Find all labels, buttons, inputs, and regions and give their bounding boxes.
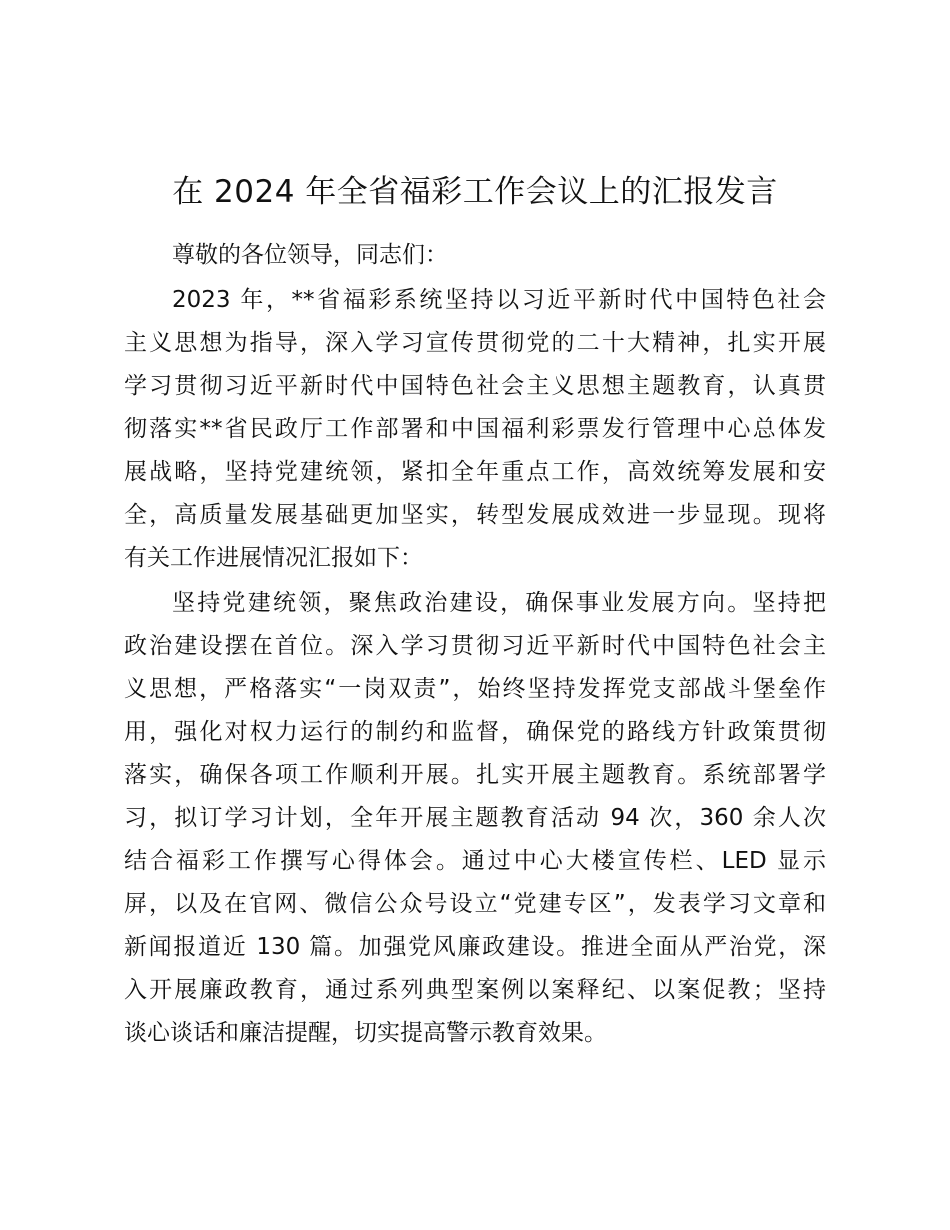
- paragraph-2-line-3: 义思想，严格落实“一岗双责”，始终坚持发挥党支部战斗堡垒作: [124, 676, 826, 702]
- paragraph-1-line-2: 主义思想为指导，深入学习宣传贯彻党的二十大精神，扎实开展: [124, 330, 826, 356]
- paragraph-1-line-3: 学习贯彻习近平新时代中国特色社会主义思想主题教育，认真贯: [124, 373, 826, 399]
- paragraph-2-line-8: 屏，以及在官网、微信公众号设立“党建专区”，发表学习文章和: [124, 891, 826, 917]
- paragraph-1-line-4: 彻落实**省民政厅工作部署和中国福利彩票发行管理中心总体发: [124, 416, 826, 442]
- paragraph-2-line-9: 新闻报道近 130 篇。加强党风廉政建设。推进全面从严治党，深: [124, 934, 826, 960]
- paragraph-2-line-10: 入开展廉政教育，通过系列典型案例以案释纪、以案促教；坚持: [124, 977, 826, 1003]
- paragraph-1-line-5: 展战略，坚持党建统领，紧扣全年重点工作，高效统筹发展和安: [124, 459, 826, 485]
- paragraph-1-line-6: 全，高质量发展基础更加坚实，转型发展成效进一步显现。现将: [124, 502, 826, 528]
- paragraph-1-line-1: 2023 年，**省福彩系统坚持以习近平新时代中国特色社会: [172, 287, 826, 313]
- paragraph-2-line-11: 谈心谈话和廉洁提醒，切实提高警示教育效果。: [124, 1020, 607, 1046]
- paragraph-2-line-1: 坚持党建统领，聚焦政治建设，确保事业发展方向。坚持把: [172, 590, 826, 616]
- paragraph-2-line-7: 结合福彩工作撰写心得体会。通过中心大楼宣传栏、LED 显示: [124, 848, 826, 874]
- paragraph-2-line-5: 落实，确保各项工作顺利开展。扎实开展主题教育。系统部署学: [124, 762, 826, 788]
- paragraph-2-line-6: 习，拟订学习计划，全年开展主题教育活动 94 次，360 余人次: [124, 805, 826, 831]
- paragraph-2-line-2: 政治建设摆在首位。深入学习贯彻习近平新时代中国特色社会主: [124, 633, 826, 659]
- paragraph-1-line-7: 有关工作进展情况汇报如下：: [124, 545, 423, 571]
- paragraph-2-line-4: 用，强化对权力运行的制约和监督，确保党的路线方针政策贯彻: [124, 719, 826, 745]
- document-title: 在 2024 年全省福彩工作会议上的汇报发言: [172, 174, 778, 210]
- salutation-line: 尊敬的各位领导，同志们：: [172, 242, 448, 268]
